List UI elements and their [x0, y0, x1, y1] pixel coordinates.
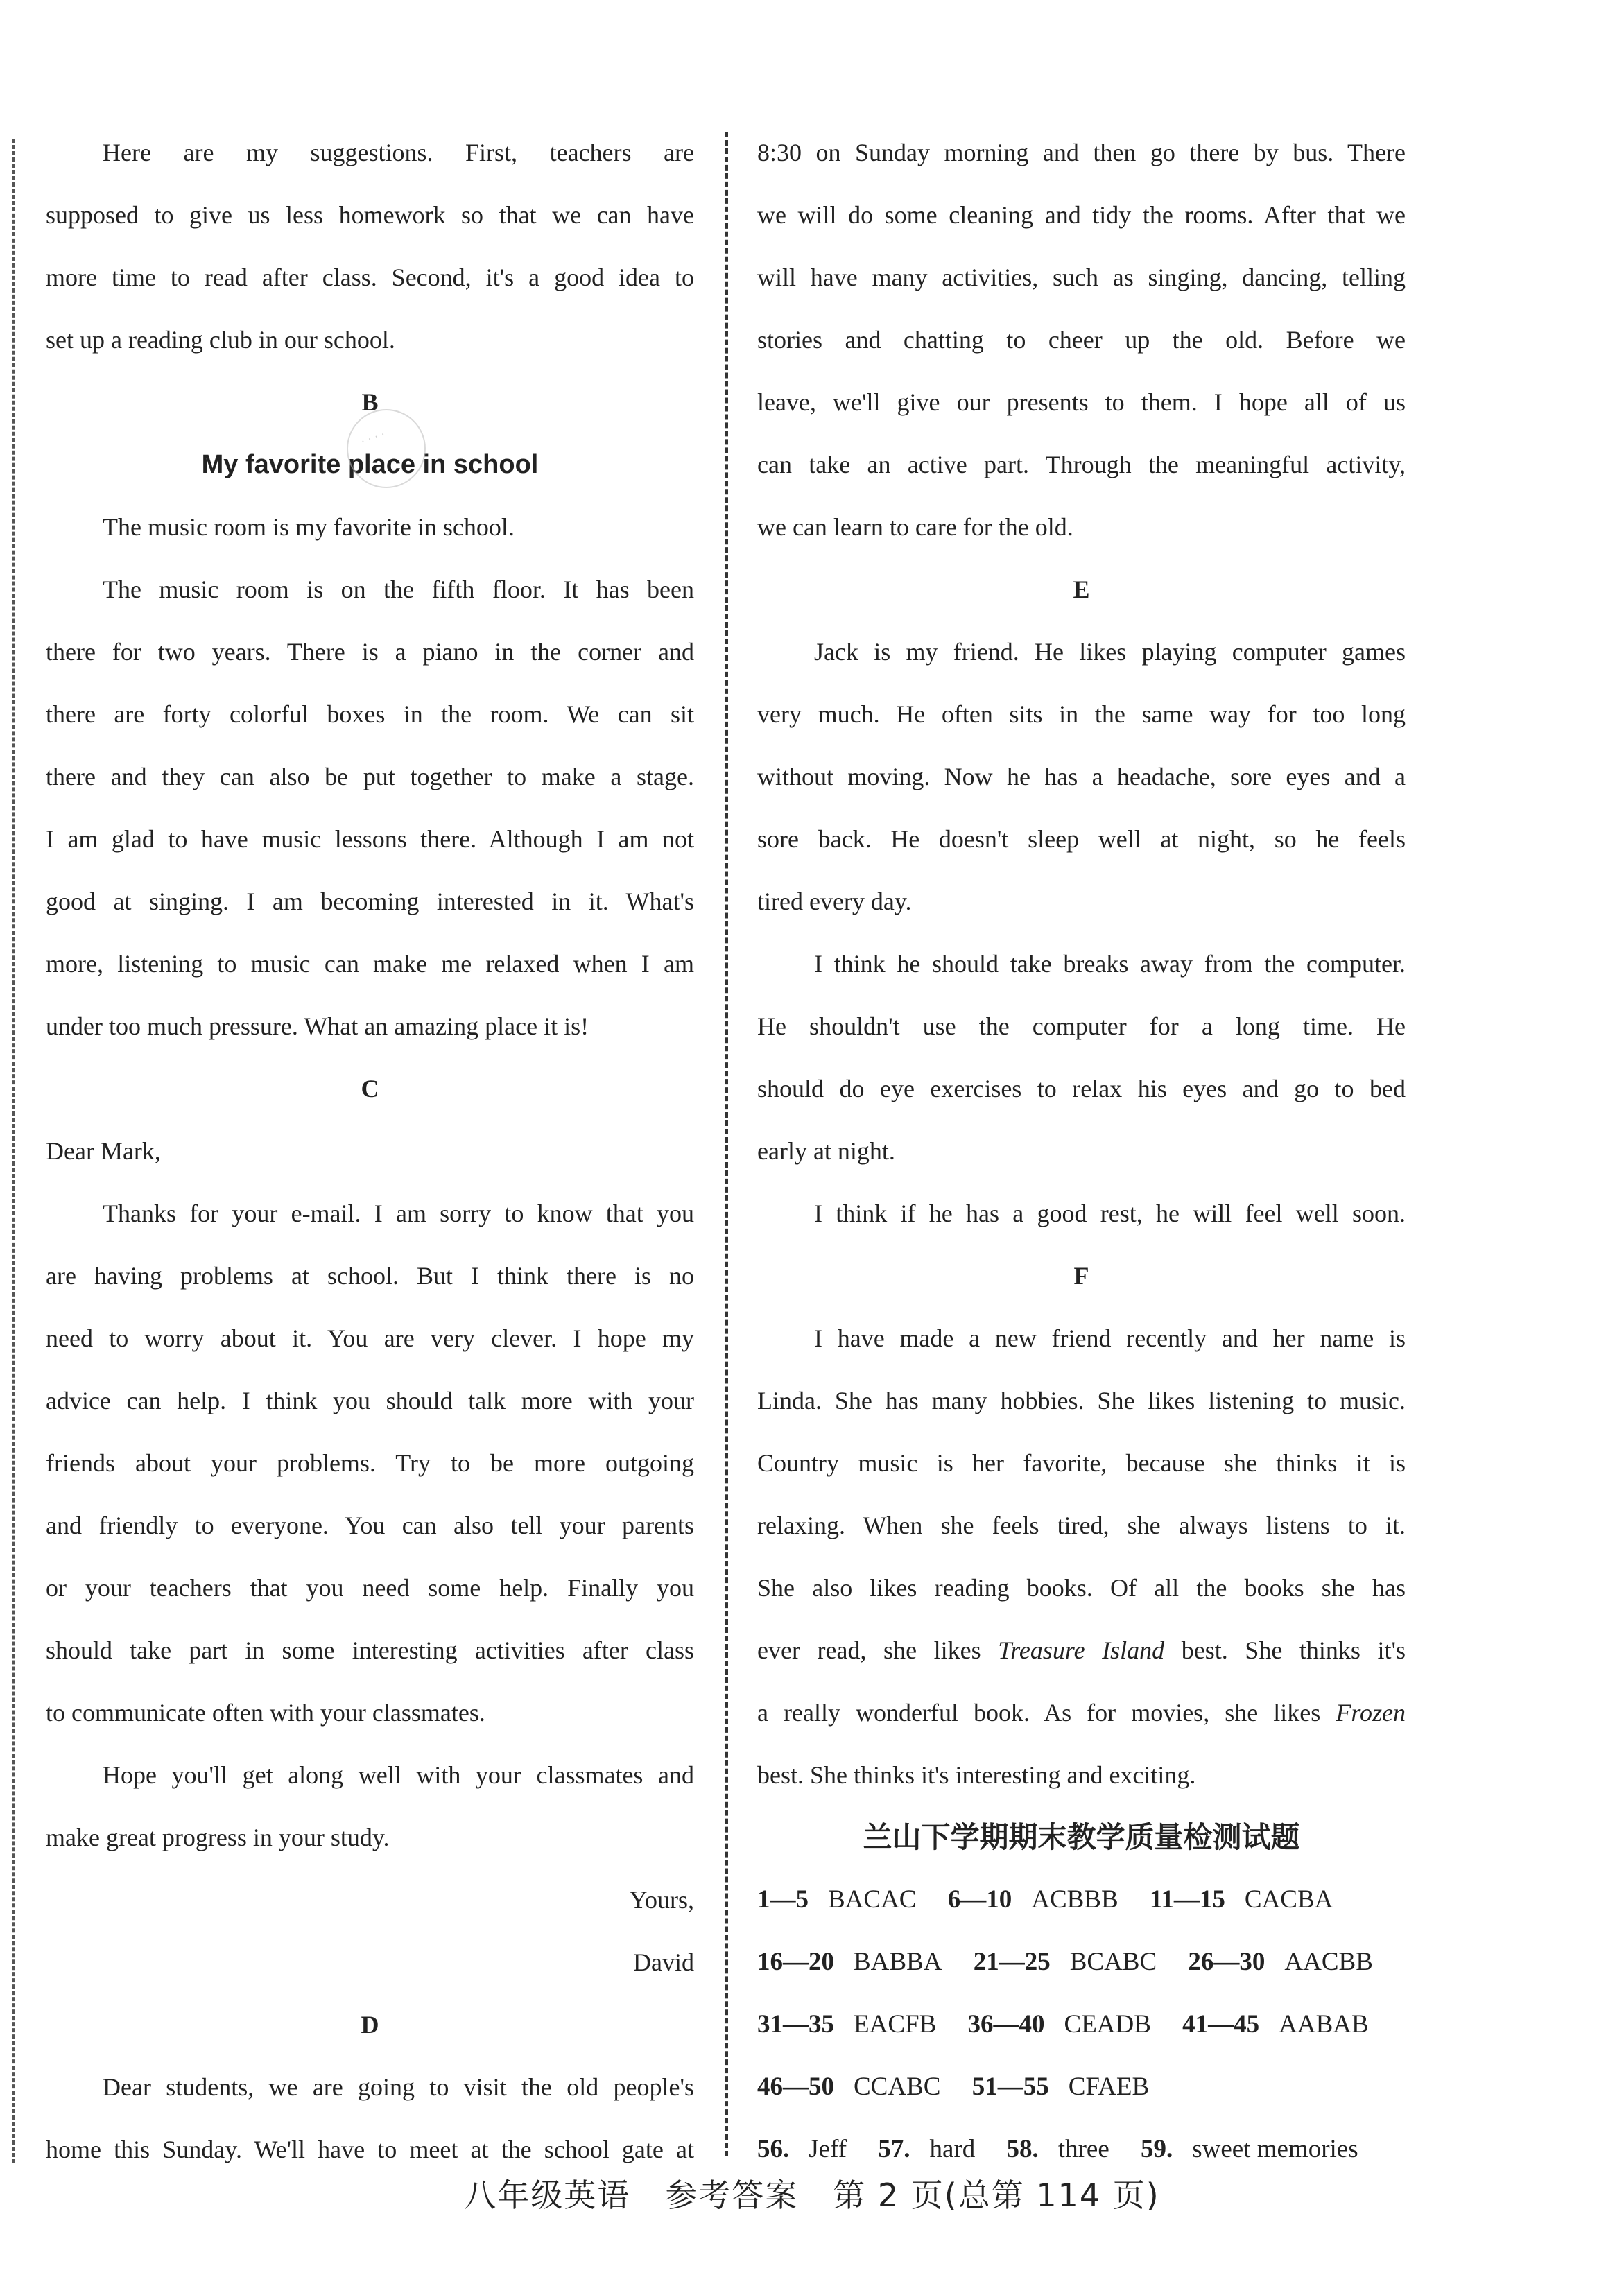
- answer-range: 11—15: [1149, 1885, 1225, 1914]
- footer-subject: 八年级英语: [464, 2177, 631, 2214]
- answer-row: [757, 1869, 1406, 1931]
- answer-value: AABAB: [1279, 2010, 1369, 2039]
- answer-value: sweet memories: [1192, 2135, 1358, 2163]
- section-label-c: C: [361, 1075, 379, 1102]
- text-line: Linda. She has many hobbies. She likes listening to music.: [757, 1387, 1406, 1414]
- text-line: Jack is my friend. He likes playing computer games: [814, 638, 1406, 666]
- page-edge-margin-line: [12, 139, 15, 2163]
- answer-value: CEADB: [1064, 2010, 1151, 2039]
- text-line: I think he should take breaks away from the computer.: [814, 950, 1406, 978]
- letter-signature: David: [633, 1948, 694, 1976]
- answer-value: three: [1057, 2135, 1109, 2163]
- exam-title: 兰山下学期期末教学质量检测试题: [863, 1820, 1300, 1854]
- text-line: a really wonderful book. As for movies, she likes Frozen: [757, 1699, 1406, 1727]
- text-line: advice can help. I think you should talk more with your: [46, 1387, 694, 1414]
- answer-number: 58.: [1006, 2135, 1039, 2163]
- text-line: Country music is her favorite, because she thinks it is: [757, 1449, 1406, 1477]
- text-line: ever read, she likes Treasure Island best. She thinks it's: [757, 1636, 1406, 1664]
- text-line: 8:30 on Sunday morning and then go there by bus. There: [757, 139, 1406, 166]
- text-line: need to worry about it. You are very clever. I hope my: [46, 1324, 694, 1352]
- answer-number: 57.: [878, 2135, 910, 2163]
- answer-value: Jeff: [809, 2135, 847, 2163]
- text-line: make great progress in your study.: [46, 1824, 390, 1851]
- letter-closing: Yours,: [629, 1886, 694, 1914]
- text-line: friends about your problems. Try to be more outgoing: [46, 1449, 694, 1477]
- answer-range: 6—10: [947, 1885, 1012, 1914]
- column-divider: [725, 132, 728, 2156]
- answer-value: BABBA: [854, 1948, 942, 1976]
- answer-value: AACBB: [1284, 1948, 1373, 1976]
- letter-greeting: Dear Mark,: [46, 1137, 161, 1165]
- answer-number: 59.: [1141, 2135, 1173, 2163]
- text-line: sore back. He doesn't sleep well at night, so he feels: [757, 825, 1406, 853]
- text-line: there are forty colorful boxes in the room. We can sit: [46, 700, 694, 728]
- text-line: Thanks for your e-mail. I am sorry to know that you: [103, 1200, 694, 1227]
- text-line: The music room is on the fifth floor. It has been: [103, 576, 694, 603]
- text-line: more time to read after class. Second, it's a good idea to: [46, 263, 694, 291]
- text-line: I think if he has a good rest, he will feel well soon.: [814, 1200, 1406, 1227]
- text-line: and friendly to everyone. You can also tell your parents: [46, 1512, 694, 1539]
- text-line: I have made a new friend recently and her name is: [814, 1324, 1406, 1352]
- text-line: She also likes reading books. Of all the books she has: [757, 1574, 1406, 1602]
- text-line: should do eye exercises to relax his eyes and go to bed: [757, 1075, 1406, 1102]
- text-line: leave, we'll give our presents to them. I hope all of us: [757, 388, 1406, 416]
- answer-range: 16—20: [757, 1948, 834, 1976]
- text-line: Here are my suggestions. First, teachers are: [103, 139, 694, 166]
- text-line: home this Sunday. We'll have to meet at the school gate at: [46, 2136, 694, 2163]
- text-line: best. She thinks it's interesting and exciting.: [757, 1761, 1196, 1789]
- right-column: [757, 121, 1406, 2181]
- answer-number: 56.: [757, 2135, 790, 2163]
- answer-value: ACBBB: [1031, 1885, 1118, 1914]
- text-line: stories and chatting to cheer up the old. Before we: [757, 326, 1406, 354]
- text-line: He shouldn't use the computer for a long time. He: [757, 1012, 1406, 1040]
- text-line: we can learn to care for the old.: [757, 513, 1073, 541]
- section-label-e: E: [1073, 576, 1090, 603]
- text-line: early at night.: [757, 1137, 895, 1165]
- footer-page-number: 第 2 页(总第 114 页): [833, 2177, 1160, 2214]
- text-line: without moving. Now he has a headache, sore eyes and a: [757, 763, 1406, 790]
- text-line: very much. He often sits in the same way for too long: [757, 700, 1406, 728]
- text-line: under too much pressure. What an amazing place it is!: [46, 1012, 589, 1040]
- text-line: can take an active part. Through the meaningful activity,: [757, 451, 1406, 478]
- text-line: we will do some cleaning and tidy the rooms. After that we: [757, 201, 1406, 229]
- answer-range: 51—55: [971, 2073, 1049, 2101]
- text-line: more, listening to music can make me relaxed when I am: [46, 950, 694, 978]
- answer-range: 1—5: [757, 1885, 809, 1914]
- answer-value: CACBA: [1244, 1885, 1333, 1914]
- answer-range: 21—25: [973, 1948, 1051, 1976]
- faint-stamp-mark: · · · ·: [347, 409, 426, 488]
- text-line: Hope you'll get along well with your classmates and: [103, 1761, 694, 1789]
- section-label-d: D: [361, 2011, 379, 2039]
- text-line: there for two years. There is a piano in the corner and: [46, 638, 694, 666]
- answer-value: BCABC: [1069, 1948, 1157, 1976]
- essay-title-b: My favorite place in school: [201, 450, 539, 479]
- section-label-b: B: [361, 388, 379, 416]
- answer-range: 41—45: [1182, 2010, 1260, 2039]
- text-line: relaxing. When she feels tired, she always listens to it.: [757, 1512, 1406, 1539]
- text-line: there and they can also be put together to make a stage.: [46, 763, 694, 790]
- page-footer: [0, 2170, 1624, 2216]
- text-line: tired every day.: [757, 888, 912, 915]
- answer-value: EACFB: [854, 2010, 937, 2039]
- text-line: will have many activities, such as singing, dancing, telling: [757, 263, 1406, 291]
- text-line: supposed to give us less homework so that we can have: [46, 201, 694, 229]
- answer-row: [757, 1993, 1406, 2056]
- text-line: or your teachers that you need some help. Finally you: [46, 1574, 694, 1602]
- answer-value: CFAEB: [1068, 2073, 1150, 2101]
- answer-range: 46—50: [757, 2073, 834, 2101]
- answer-range: 36—40: [967, 2010, 1045, 2039]
- section-label-f: F: [1073, 1262, 1089, 1290]
- answer-range: 31—35: [757, 2010, 834, 2039]
- answer-row: [757, 1931, 1406, 1993]
- answer-range: 26—30: [1188, 1948, 1265, 1976]
- footer-answer-key: 参考答案: [665, 2177, 799, 2214]
- text-line: Dear students, we are going to visit the old people's: [103, 2073, 694, 2101]
- answer-value: CCABC: [854, 2073, 941, 2101]
- answer-value: hard: [929, 2135, 976, 2163]
- text-line: I am glad to have music lessons there. Although I am not: [46, 825, 694, 853]
- text-line: are having problems at school. But I think there is no: [46, 1262, 694, 1290]
- text-line: should take part in some interesting activities after class: [46, 1636, 694, 1664]
- text-line: The music room is my favorite in school.: [103, 513, 515, 541]
- text-line: good at singing. I am becoming interested in it. What's: [46, 888, 694, 915]
- answer-row: [757, 2056, 1406, 2118]
- text-line: set up a reading club in our school.: [46, 326, 395, 354]
- answer-value: BACAC: [828, 1885, 917, 1914]
- text-line: to communicate often with your classmates.: [46, 1699, 485, 1727]
